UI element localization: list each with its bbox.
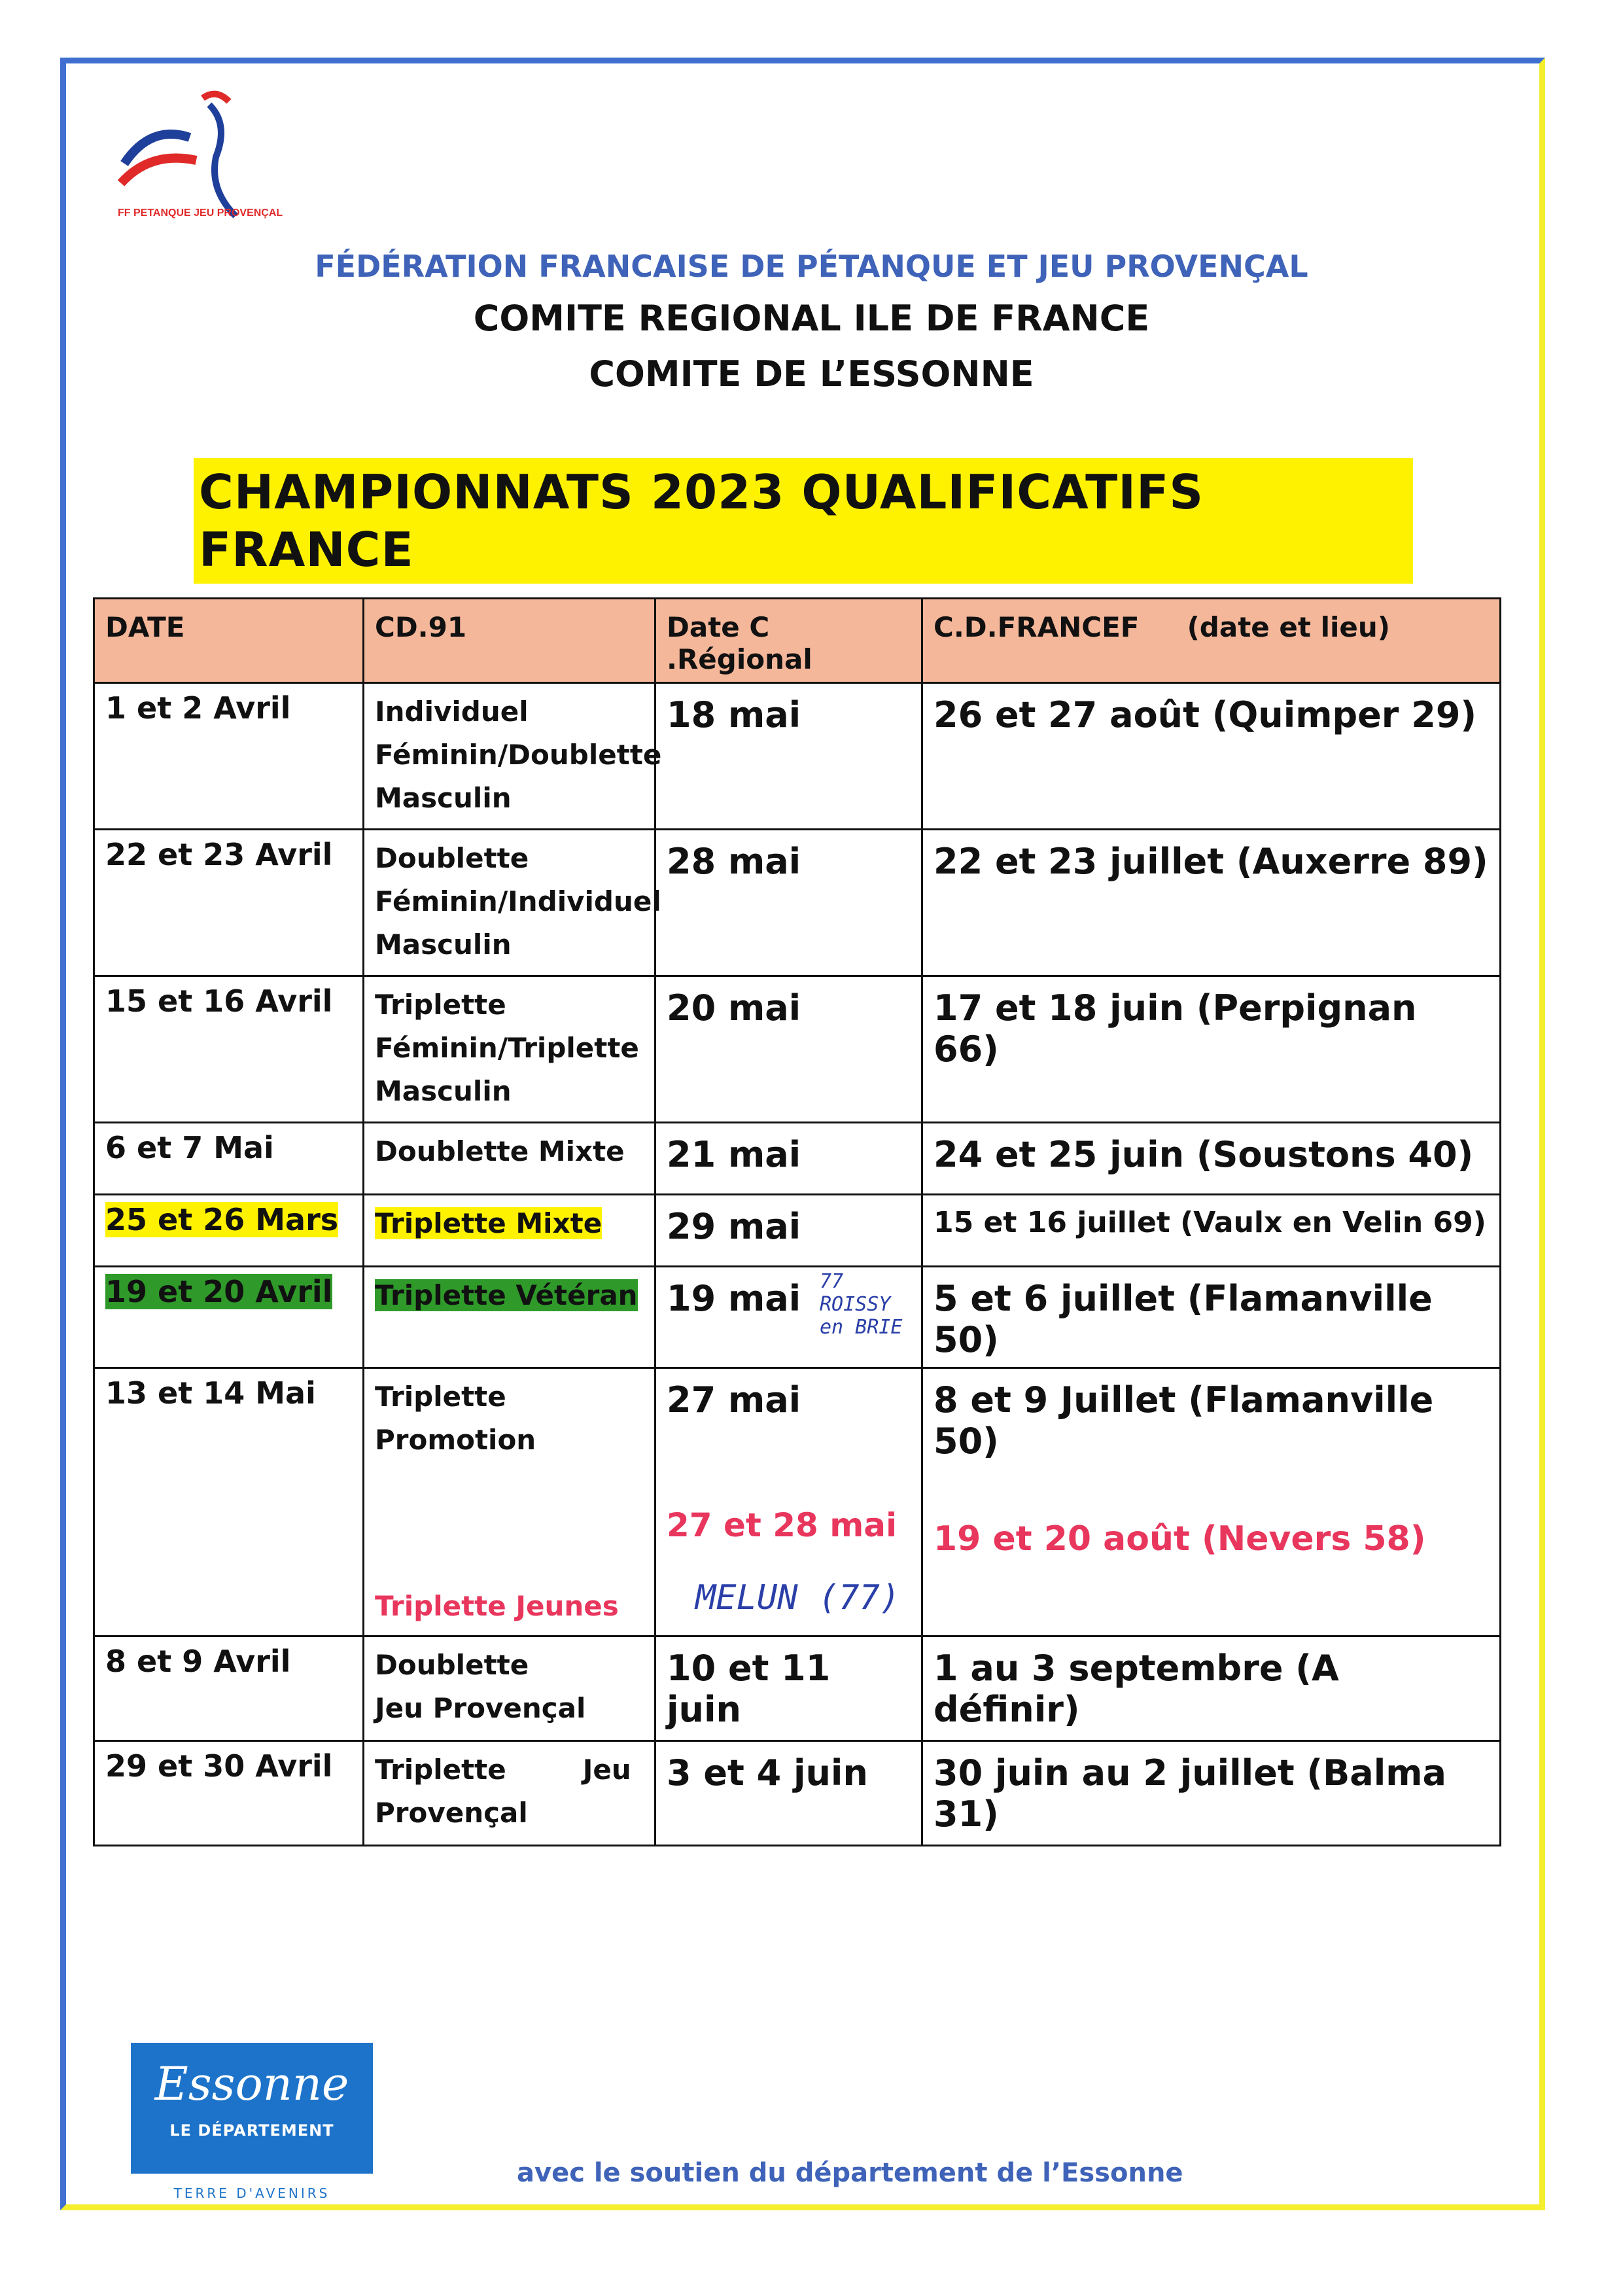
essonne-logo-dept: LE DÉPARTEMENT <box>169 2121 334 2140</box>
row-date: 1 et 2 Avril <box>105 690 291 726</box>
federation-title: FÉDÉRATION FRANCAISE DE PÉTANQUE ET JEU PROVENÇAL <box>315 249 1308 284</box>
row-regional-date: 29 mai <box>667 1206 801 1247</box>
svg-text:FF PETANQUE JEU PROVENÇAL: FF PETANQUE JEU PROVENÇAL <box>118 207 283 219</box>
ff-petanque-logo <box>111 85 283 242</box>
table-row <box>94 830 1501 976</box>
row-regional-date: 20 mai <box>667 987 801 1029</box>
row-regional-date: 19 mai <box>667 1278 801 1319</box>
departmental-committee: COMITE DE L’ESSONNE <box>589 353 1034 395</box>
essonne-logo-script: Essonne <box>154 2057 349 2111</box>
row-france-date: 24 et 25 juin (Soustons 40) <box>934 1134 1474 1175</box>
row-france-date: 1 au 3 septembre (A définir) <box>934 1648 1339 1730</box>
page-title: CHAMPIONNATS 2023 QUALIFICATIFS FRANCE <box>194 458 1413 584</box>
row-date: 19 et 20 Avril <box>105 1274 333 1309</box>
row-category: Individuel Féminin/Doublette Masculin <box>375 696 662 814</box>
header-cd91: CD.91 <box>364 599 655 683</box>
row-date: 6 et 7 Mai <box>105 1130 274 1165</box>
row-france-date: 22 et 23 juillet (Auxerre 89) <box>934 841 1488 882</box>
row-france-date: 30 juin au 2 juillet (Balma 31) <box>934 1752 1446 1835</box>
essonne-tagline: TERRE D'AVENIRS <box>173 2185 330 2201</box>
table-row <box>94 1636 1501 1741</box>
row-regional-date: 3 et 4 juin <box>667 1752 868 1793</box>
header-date: DATE <box>94 599 364 683</box>
row-category-extra: Triplette Jeunes <box>375 1590 619 1622</box>
table-row <box>94 1368 1501 1636</box>
row-category: Doublette Féminin/Individuel Masculin <box>375 842 661 961</box>
table-row <box>94 1123 1501 1195</box>
row-category: Triplette Féminin/Triplette Masculin <box>375 989 639 1107</box>
table-row <box>94 1741 1501 1846</box>
row-france-date: 8 et 9 Juillet (Flamanville 50) <box>934 1379 1434 1462</box>
row-date: 22 et 23 Avril <box>105 837 333 872</box>
regional-committee: COMITE REGIONAL ILE DE FRANCE <box>473 298 1150 339</box>
table-row <box>94 1267 1501 1368</box>
row-france-date: 15 et 16 juillet (Vaulx en Velin 69) <box>934 1206 1486 1239</box>
essonne-logo <box>131 2043 373 2174</box>
table-row <box>94 976 1501 1123</box>
row-regional-date: 10 et 11 juin <box>667 1648 831 1730</box>
row-france-date: 26 et 27 août (Quimper 29) <box>934 694 1477 735</box>
row-regional-date: 18 mai <box>667 694 801 735</box>
row-date: 8 et 9 Avril <box>105 1644 291 1679</box>
row-category: Triplette Mixte <box>375 1207 602 1239</box>
row-france-date-extra: 19 et 20 août (Nevers 58) <box>934 1519 1426 1559</box>
row-date: 25 et 26 Mars <box>105 1202 339 1237</box>
table-row <box>94 683 1501 830</box>
row-regional-date: 27 mai <box>667 1379 801 1421</box>
row-date: 13 et 14 Mai <box>105 1375 316 1411</box>
row-category: Triplette Vétéran <box>375 1279 638 1311</box>
row-france-date: 5 et 6 juillet (Flamanville 50) <box>934 1278 1433 1360</box>
row-category: Triplette Jeu Provençal <box>375 1754 641 1829</box>
row-regional-date: 28 mai <box>667 841 801 882</box>
handwritten-note: 77 ROISSY en BRIE <box>820 1270 903 1339</box>
header-regional: Date C .Régional <box>655 599 922 683</box>
handwritten-note: MELUN (77) <box>695 1578 901 1617</box>
table-row <box>94 1195 1501 1267</box>
row-category: Doublette Mixte <box>375 1135 625 1167</box>
row-category: Doublette Jeu Provençal <box>375 1649 606 1724</box>
row-regional-date: 21 mai <box>667 1134 801 1175</box>
table-header-row <box>94 599 1501 683</box>
row-category: Triplette Promotion <box>375 1381 536 1456</box>
row-date: 29 et 30 Avril <box>105 1748 333 1784</box>
championship-table <box>93 597 1501 1846</box>
row-france-date: 17 et 18 juin (Perpignan 66) <box>934 987 1417 1070</box>
support-text: avec le soutien du département de l’Essonne <box>517 2158 1183 2188</box>
row-regional-date-extra: 27 et 28 mai <box>667 1506 898 1544</box>
row-date: 15 et 16 Avril <box>105 983 333 1019</box>
header-france: C.D.FRANCEF (date et lieu) <box>922 599 1501 683</box>
